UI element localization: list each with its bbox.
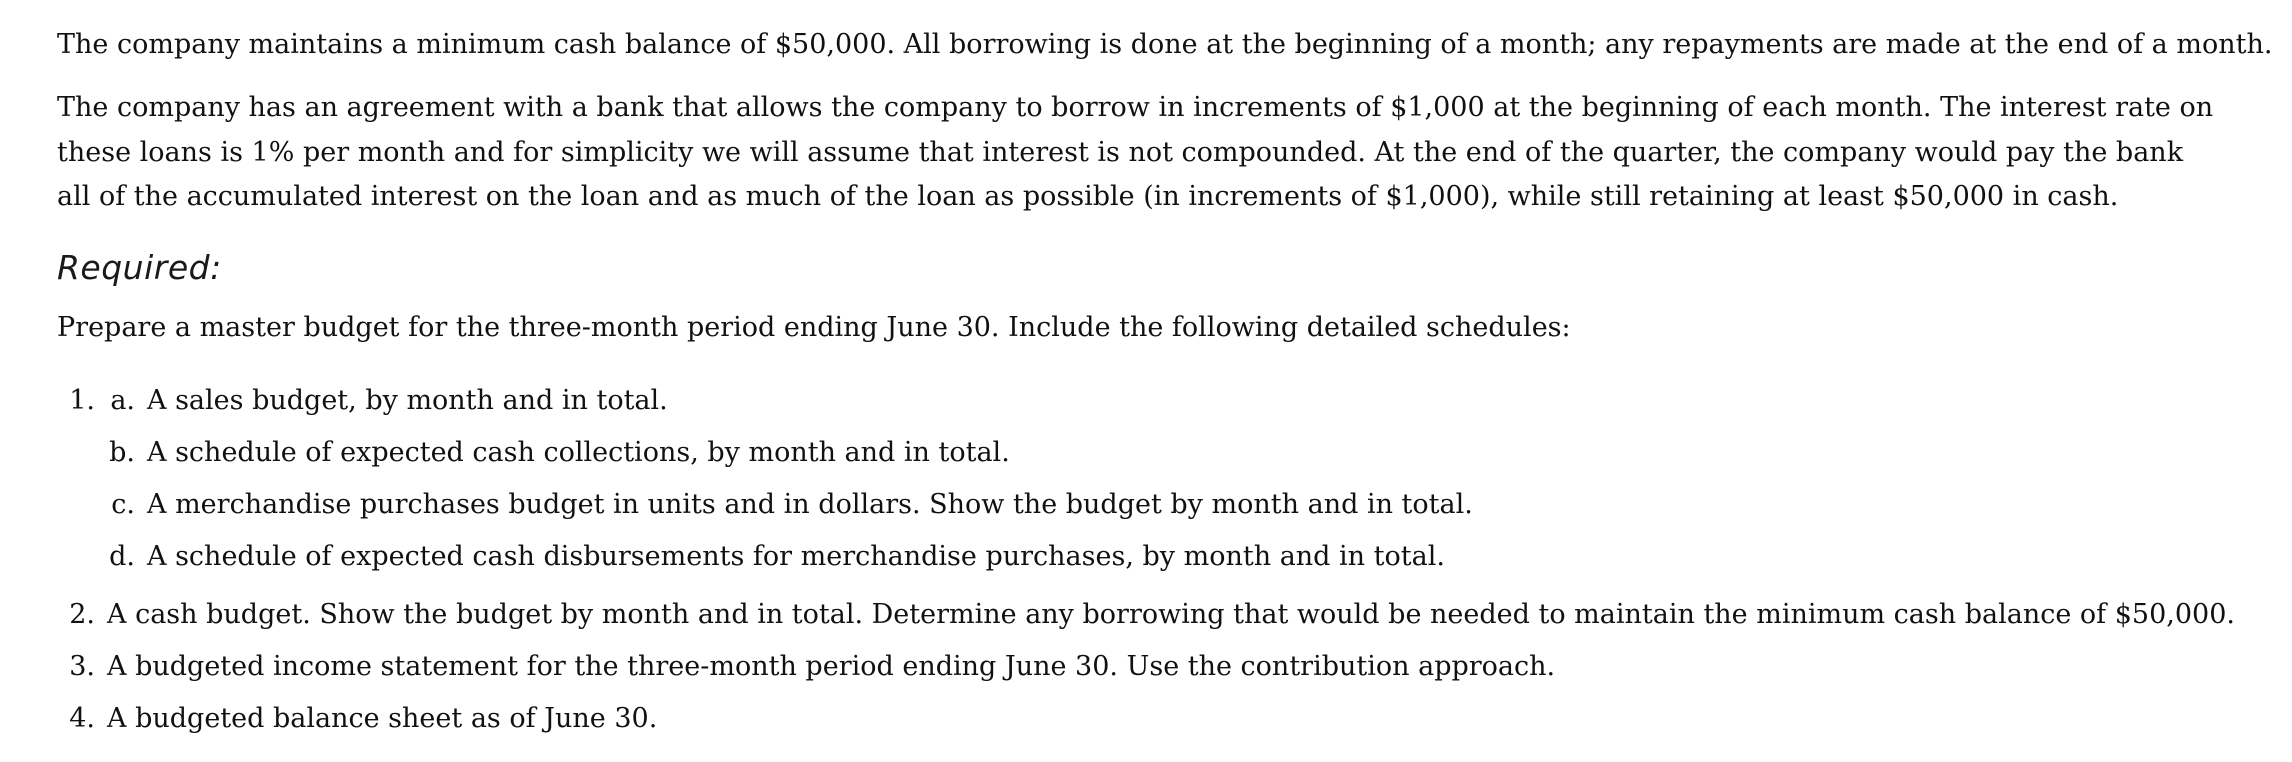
- list-item-text: A schedule of expected cash collections, by month and in total.: [147, 437, 1010, 468]
- list-item-text: A schedule of expected cash disbursements for merchandise purchases, by month and in total.: [147, 541, 1445, 572]
- list-item-text: A budgeted income statement for the three-month period ending June 30. Use the contribution approach.: [107, 651, 1556, 682]
- list-letter: a.: [110, 385, 135, 416]
- bank-agreement-paragraph: The company has an agreement with a bank that allows the company to borrow in increments of $1,000 at the beginning of each month. The interest rate on these loans is 1% per month and for simplicity we will assume that interest is not compounded. At the end of the quarter, the company would pay the bank all of the accumulated interest on the loan and as much of the loan as possible (in increments of $1,000), while still retaining at least $50,000 in cash.: [57, 92, 2214, 212]
- list-item-1c: [57, 483, 1473, 527]
- list-item-text: A sales budget, by month and in total.: [147, 385, 668, 416]
- list-number: 2.: [69, 599, 95, 630]
- required-heading: Required:: [57, 248, 222, 287]
- list-item-1b: [57, 431, 1010, 475]
- list-letter: c.: [111, 489, 135, 520]
- list-item-4: [57, 697, 657, 741]
- list-item-text: A merchandise purchases budget in units and in dollars. Show the budget by month and in total.: [147, 489, 1473, 520]
- list-item-text: A budgeted balance sheet as of June 30.: [107, 703, 658, 734]
- list-number: 1.: [69, 385, 95, 416]
- list-item-1a: [57, 379, 668, 423]
- list-item-3: [57, 645, 1555, 689]
- required-intro: Prepare a master budget for the three-month period ending June 30. Include the following detailed schedules:: [57, 312, 1571, 343]
- list-item-text: A cash budget. Show the budget by month and in total. Determine any borrowing that would be needed to maintain the minimum cash balance of $50,000.: [107, 599, 2235, 630]
- list-item-2: [57, 593, 2235, 637]
- list-letter: d.: [109, 541, 135, 572]
- list-item-1d: [57, 535, 1445, 579]
- list-number: 3.: [69, 651, 95, 682]
- list-letter: b.: [109, 437, 135, 468]
- list-number: 4.: [69, 703, 95, 734]
- minimum-cash-paragraph: The company maintains a minimum cash balance of $50,000. All borrowing is done at the beginning of a month; any repayments are made at the end of a month.: [57, 29, 2273, 60]
